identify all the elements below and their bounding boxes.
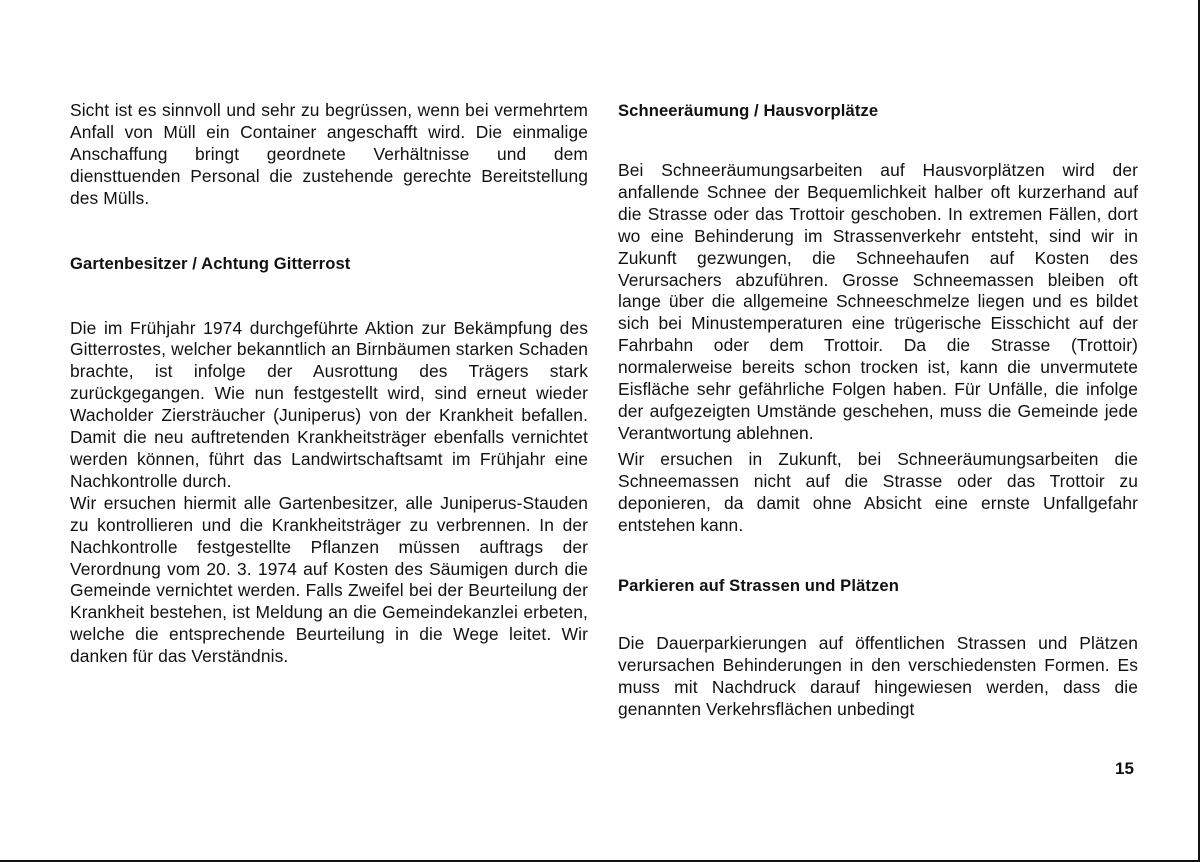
- heading-gartenbesitzer: Gartenbesitzer / Achtung Gitterrost: [70, 253, 351, 273]
- left-column: [70, 100, 588, 668]
- right-column: [618, 100, 1138, 721]
- right-paragraph-2: Wir ersuchen in Zukunft, bei Schneeräumungsarbeiten die Schneemassen nicht auf die Strasse oder das Trottoir zu deponieren, da damit ohne Absicht eine ernste Unfallgefahr entstehen kann.: [618, 448, 1138, 535]
- left-paragraph-1: Sicht ist es sinnvoll und sehr zu begrüssen, wenn bei vermehrtem Anfall von Müll ein Container angeschafft wird. Die einmalige Anschaffung bringt geordnete Verhältnisse und dem diensttuenden Personal die zustehende gerechte Bereitstellung des Mülls.: [70, 100, 588, 208]
- right-paragraph-1: Bei Schneeräumungsarbeiten auf Hausvorplätzen wird der anfallende Schnee der Bequemlichkeit halber oft kurzerhand auf die Strasse oder das Trottoir geschoben. In extremen Fällen, dort wo eine Behinderung im Strassenverkehr entsteht, sind wir in Zukunft gezwungen, die Schneehaufen auf Kosten des Verursachers abzuführen. Grosse Schneemassen bleiben oft lange über die allgemeine Schneeschmelze liegen und es bildet sich bei Minustemperaturen eine trügerische Eisschicht auf der Fahrbahn oder dem Trottoir. Da die Strasse (Trottoir) normalerweise bereits schon trocken ist, kann die unvermutete Eisfläche sehr gefährliche Folgen haben. Für Unfälle, die infolge der aufgezeigten Umstände geschehen, muss die Gemeinde jede Verantwortung ablehnen.: [618, 160, 1138, 443]
- heading-parkieren: Parkieren auf Strassen und Plätzen: [618, 576, 899, 596]
- left-paragraph-2: Die im Frühjahr 1974 durchgeführte Aktion zur Bekämpfung des Gitterrostes, welcher bekanntlich an Birnbäumen starken Schaden brachte, ist infolge der Ausrottung des Trägers stark zurückgegangen. Wie nun festgestellt wird, sind erneut wieder Wacholder Ziersträucher (Juniperus) von der Krankheit befallen. Damit die neu auftretenden Krankheitsträger ebenfalls vernichtet werden können, führt das Landwirtschaftsamt im Frühjahr eine Nachkontrolle durch.: [70, 317, 588, 491]
- heading-schneeraeumung: Schneeräumung / Hausvorplätze: [618, 101, 879, 120]
- page-number: 15: [1115, 759, 1134, 778]
- right-paragraph-3: Die Dauerparkierungen auf öffentlichen Strassen und Plätzen verursachen Behinderungen in den verschiedensten Formen. Es muss mit Nachdruck darauf hingewiesen werden, dass die genannten Verkehrsflächen unbedingt: [618, 633, 1138, 720]
- left-paragraph-3: Wir ersuchen hiermit alle Gartenbesitzer, alle Juniperus-Stauden zu kontrollieren und die Krankheitsträger zu verbrennen. In der Nachkontrolle festgestellte Pflanzen müssen auftrags der Verordnung vom 20. 3. 1974 auf Kosten des Säumigen durch die Gemeinde vernichtet werden. Falls Zweifel bei der Beurteilung der Krankheit bestehen, ist Meldung an die Gemeindekanzlei erbeten, welche die entsprechende Beurteilung in die Wege leitet. Wir danken für das Verständnis.: [70, 492, 588, 667]
